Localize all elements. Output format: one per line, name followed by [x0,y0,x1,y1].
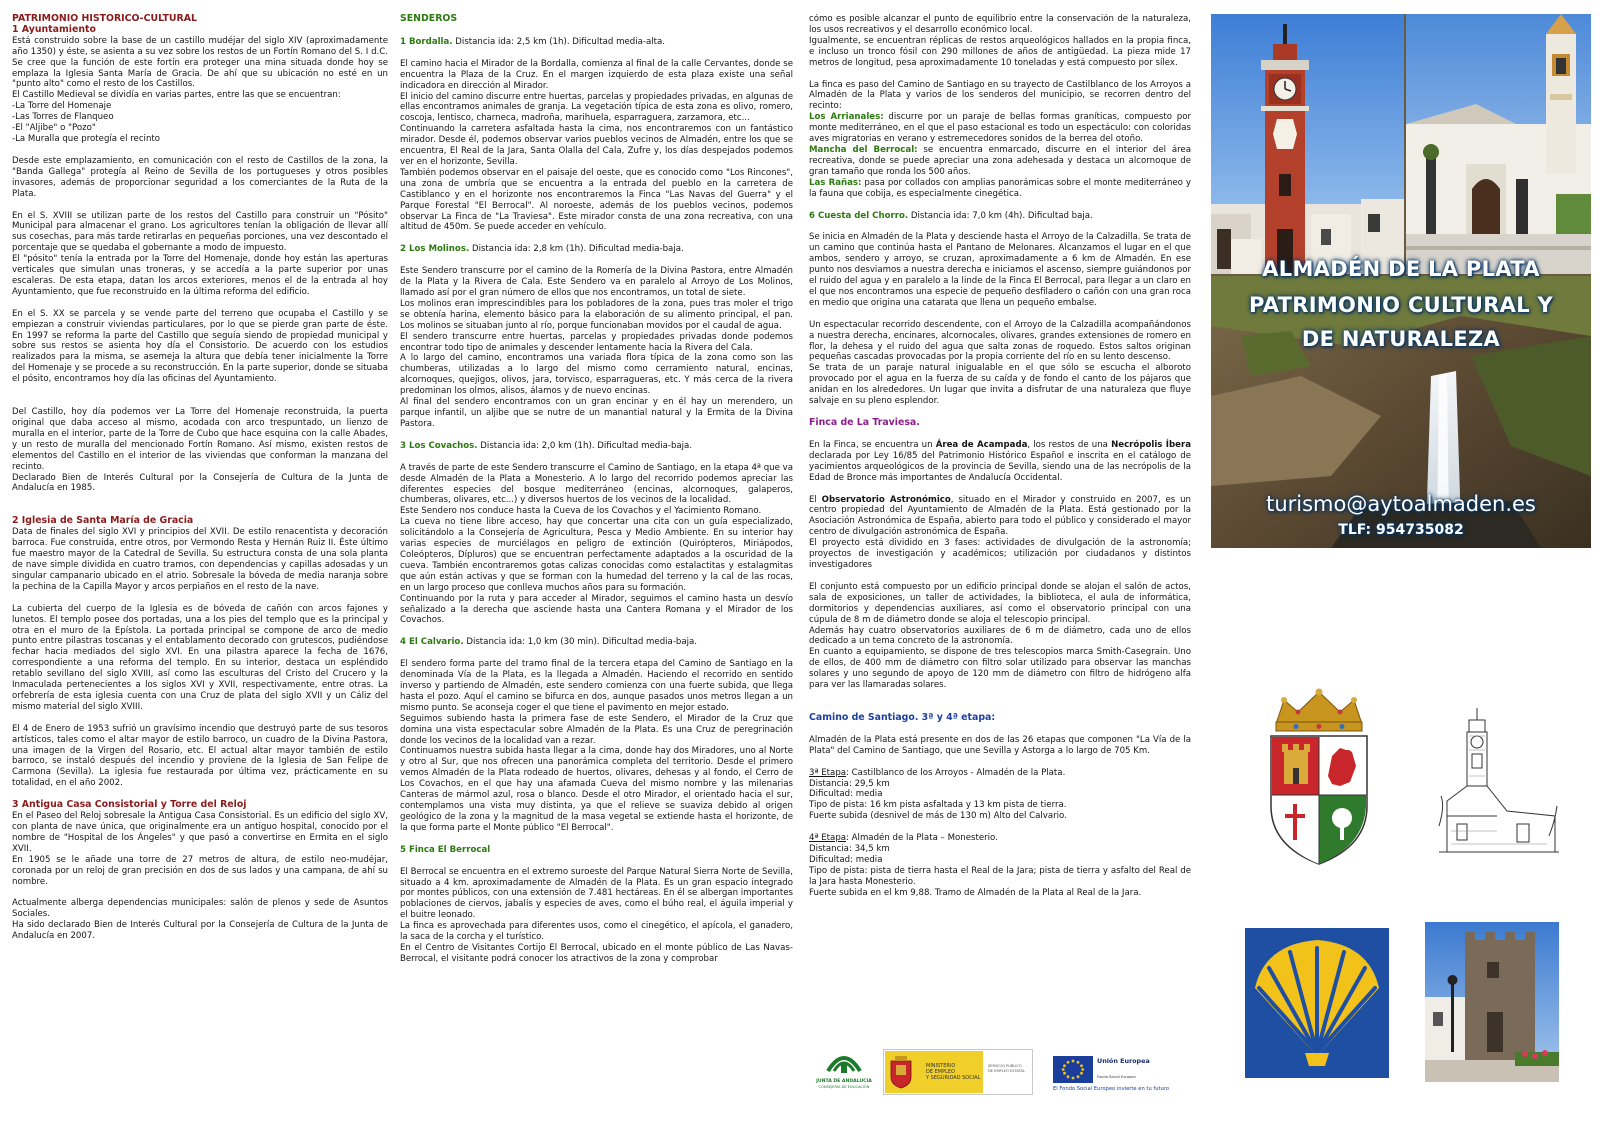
heading-camino-santiago: Camino de Santiago. 3ª y 4ª etapa: [809,711,996,723]
paragraph: El conjunto está compuesto por un edificio principal donde se alojan el salón de actos, sala de exposiciones, un taller de actividades, la biblioteca, el aula de informática, dormitorios y dependencias auxiliares, así como el observatorio principal con una cúpula de 8 m de diámetro donde se aloja el telescopio principal. [809,581,1191,625]
paragraph-traviesa [809,440,1191,484]
text: En la Finca, se encuentra un [809,439,936,450]
poster-phone: TLF: 954735082 [1338,522,1464,538]
text-bold: Área de Acampada [935,439,1028,450]
paragraph: Ha sido declarado Bien de Interés Cultural por la Consejería de Cultura de la Junta de Andalucía en 2007. [12,920,388,942]
poster-title-line1: ALMADÉN DE LA PLATA [1262,257,1540,281]
trail-text: discurre por un paraje de bellas formas graníticas, compuesto por monte mediterráneo, en el que el paso estacional es todo un espectáculo: con coloridas aves migratorias en verano y estremecedores sonidos de la berrea del otoño. [809,112,1191,145]
junta-emblem-icon [822,1051,866,1075]
junta-andalucia-logo [815,1051,873,1093]
text: declarada por Ley 16/85 del Patrimonio Histórico Español e inscrita en el catálogo de yacimientos arqueológicos de la provincia de Sevilla, siendo una de las necrópolis de la Edad de Bronce más importantes de Andalucía Occidental. [809,450,1191,483]
paragraph: También podemos observar en el paisaje del oeste, que es conocido como "Los Rincones", una zona de umbría que se encuentra a la entrada del pueblo en la carretera de Castiblanco y en el horizonte nos encontraremos la Finca "Las Navas del Guerra" y el Parque Forestal "El Berrocal". Al noroeste, además de los pueblos vecinos, podemos observar La Finca de "La Traviesa". Este mirador consta de una zona recreativa, con una altitud de 450m. Se puede acceder en vehículo. [400,167,793,233]
paragraph: En el S. XX se parcela y se vende parte del terreno que ocupaba el Castillo y se empiezan a construir viviendas particulares, por lo que se pierde gran parte de éste. En 1997 se reforma la parte del Castillo que seguía siendo de propiedad municipal y sobre sus restos se asienta hoy día el Consistorio. De acuerdo con los estudios realizados para la misma, se asemeja la altura que debía tener inicialmente la Torre del Homenaje y se procede a su reconstrucción. En la parte superior, donde se situaba el pósito, encontramos hoy día las oficinas del Ayuntamiento. [12,308,388,385]
list-item: -La Torre del Homenaje [12,101,112,112]
route-info: Distancia ida: 2,8 km (1h). Dificultad media-baja. [469,244,684,255]
heading-traviesa: Finca de La Traviesa. [809,417,920,428]
ministerio-line1: MINISTERIO [926,1063,956,1069]
paragraph: En el Paseo del Reloj sobresale la Antigua Casa Consistorial. Es un edificio del siglo XV, con planta de nave única, que originalmente era un antiguo hospital, conocido por el nombre de "Hospital de los Ángeles" y que pasó a convertirse en Ermita en el siglo XVII. [12,811,388,854]
paragraph: En el Centro de Visitantes Cortijo El Berrocal, ubicado en el monte público de Las Navas-Berrocal, el visitante podrá conocer los atractivos de la zona y comprobar [400,942,793,964]
junta-name: JUNTA DE ANDALUCIA [816,1079,872,1084]
trail-text: pasa por collados con amplias panorámicas sobre el monte mediterráneo y la fauna que cobija, es especialmente cinegética. [809,177,1191,199]
clock-tower-photo [1211,14,1404,274]
paragraph: Declarado Bien de Interés Cultural por la Consejería de Cultura de la Junta de Andalucía en 1985. [12,472,388,494]
tower-sketch-image [1437,706,1561,854]
list-item: -La Muralla que protegía el recinto [12,133,161,144]
paragraph: La cueva no tiene libre acceso, hay que concertar una cita con un guía especializado, solicitándolo a la Consejería de Agricultura, Pesca y Medio Ambiente. En su interior hay varias especies de murciélagos en peligro de extinción (Quirópteros, Miriápodos, Coleópteros, Dípluros) que se encuentran perfectamente adaptados a la oscuridad de la cueva. También encontraremos gotas calizas conocidas como estalactitas y estalagmitas que aún están activas y que se forman con la humedad del terreno y la cal de las rocas, en un largo proceso que conlleva muchos años para su formación. [400,517,793,593]
trail-arrianales [809,112,1191,145]
route-info: Distancia ida: 7,0 km (4h). Dificultad baja. [908,210,1093,221]
text-bold: Necrópolis Íbera [1111,439,1191,450]
eu-flag-icon [1053,1056,1093,1083]
scallop-shell-image [1245,928,1389,1078]
stage-detail: Dificultad: media [809,789,883,800]
cover-poster [1211,14,1591,548]
paragraph: En el S. XVIII se utilizan parte de los restos del Castillo para construir un "Pósito" Municipal para almacenar el grano. Los agricultores tenían la obligación de llevar allí sus cosechas, para más tarde retirarlas en pequeñas porciones, una vez descontado el porcentaje que se quedaba el gobernante a modo de impuesto. [12,210,388,254]
ministerio-line2: DE EMPLEO [926,1069,955,1075]
eu-motto: El Fondo Social Europeo invierte en tu futuro [1053,1086,1170,1092]
stage-detail: Distancia: 34,5 km [809,844,890,855]
route-info: Distancia ida: 2,0 km (1h). Dificultad media-baja. [477,440,693,451]
poster-email[interactable]: turismo@aytoalmaden.es [1266,492,1536,516]
paragraph: Del Castillo, hoy día podemos ver La Torre del Homenaje reconstruida, la puerta original que daba acceso al mismo, acodada con arco trespuntado, un lienzo de muralla en el interior, parte de la Torre de Cubo que hace esquina con la calle Abades, y un resto de muralla del mencionado Fortín Romano. Así mismo, existen restos de elementos del Castillo en el interior de las viviendas que conforman la manzana del recinto. [12,407,388,472]
route-heading-covachos [400,441,793,452]
junta-consejeria: CONSEJERÍA DE EDUCACIÓN [818,1085,870,1089]
route-info: Distancia ida: 2,5 km (1h). Dificultad media-alta. [452,36,665,47]
church-photo [1406,14,1591,274]
paragraph: A lo largo del camino, encontramos una variada flora típica de la zona como son las chumberas, utilizadas a lo largo del mismo como cerramiento natural, encinas, alcornoques, quejigos, olivos, jara, torvisco, esparragueras, etc. Y más cerca de la rivera predominan los olmos, alisos, álamos y de nuevo encinas. [400,353,793,397]
paragraph: El sendero forma parte del tramo final de la tercera etapa del Camino de Santiago en la denominada Vía de la Plata, es la llegada a Almadén. Haciendo el recorrido en sentido inverso y partiendo de Almadén, este sendero comienza con una fuerte subida, que llega hasta el pozo. Aquí el camino se bifurca en dos, aunque pasados unos metros llegan a un mismo punto. Se aconseja coger el que tiene el pavimento en mejor estado. [400,659,793,713]
paragraph: El inicio del camino discurre entre huertas, parcelas y propiedades privadas, en algunas de ellas encontramos animales de granja. La vegetación típica de esta zona es olivo, romero, coscoja, lentisco, charneca, madroña, marihuela, esparraguera, zarzamora, etc... [400,91,793,124]
heading-iglesia: 2 Iglesia de Santa María de Gracia [12,515,194,527]
stage-detail: Distancia: 29,5 km [809,778,890,789]
stage-detail: Dificultad: media [809,855,883,865]
column-naturaleza [809,14,1191,1126]
spain-shield-icon [888,1055,914,1089]
paragraph: Además hay cuatro observatorios auxiliares de 6 m de diámetro, cada uno de ellos dedicado a un tema concreto de la astronomía. [809,625,1191,647]
sepe-line1: SERVICIO PÚBLICO [988,1064,1022,1068]
stage-3-heading [809,768,1191,779]
paragraph: Un espectacular recorrido descendente, con el Arroyo de la Calzadilla acompañándonos a nuestra derecha, encinares, alcornocales, olivares, grandes extensiones de romero en flor, la dehesa y el ruido del agua que salta zonas de roquedo. Estos saltos originan pequeñas cascadas provocadas por la propia corriente del río en su lento descenso. [809,319,1191,363]
paragraph: Data de finales del siglo XVI y principios del XVII. De estilo renacentista y decoración barroca. Fue construida, entre otros, por Vermondo Resta y Hernán Ruiz II. Éste último fue maestro mayor de la Catedral de Sevilla. Su estructura consta de una sola planta de nave simple dividida en cuatro tramos, con dependencias y capillas adosadas y un singular campanario ubicado en el atrio. Sobresale la bóveda de media naranja sobre la pechina de la Capilla Mayor y arcos perpiaños en el resto de la nave. [12,527,388,592]
text: El [809,494,822,505]
union-europea-logo [1051,1051,1187,1095]
paragraph: El Berrocal se encuentra en el extremo suroeste del Parque Natural Sierra Norte de Sevilla, situado a 4 km. aproximadamente de Almadén de la Plata. Es un gran espacio integrado por montes públicos, con una extensión de 7.481 hectáreas. En él se albergan importantes poblaciones de ciervos, jabalís y especies de aves, como el búho real, el águila imperial y el buitre leonado. [400,866,793,921]
list-item: -El "Aljibe" o "Pozo" [12,123,96,134]
paragraph: Igualmente, se encuentran réplicas de restos arqueológicos hallados en la propia finca, e incluso un tronco fósil con 290 millones de años de antigüedad. La pieza mide 17 metros de longitud, pesa aproximadamente 10 toneladas y está compuesto por sílex. [809,35,1191,68]
paragraph: El Castillo Medieval se dividía en varias partes, entre las que se encuentran: [12,90,341,101]
paragraph: Los molinos eran imprescindibles para los pobladores de la zona, pues tras moler el trigo se obtenía harina, elemento básico para la elaboración de su alimento principal, el pan. Los molinos se situaban junto al río, porque funcionaban movidos por el caudal de agua. [400,298,793,331]
stage-label: 3ª Etapa [809,767,847,778]
paragraph: Actualmente alberga dependencias municipales: salón de plenos y sede de Asuntos Sociales. [12,898,388,920]
route-name: 6 Cuesta del Chorro. [809,210,909,221]
stage-4-heading [809,833,1191,844]
stage-detail: Tipo de pista: pista de tierra hasta el Real de la Jara; pista de tierra y asfalto del Real de la Jara hasta Monesterio. [809,865,1191,887]
paragraph: Este Sendero transcurre por el camino de la Romería de la Divina Pastora, entre Almadén de la Plata y la Rivera de Cala. Este Sendero va en paralelo al Arroyo de Los Molinos, llamado así por el gran número de ellos que nos encontramos, un total de siete. [400,266,793,299]
stage-route: : Almadén de la Plata – Monesterio. [846,833,998,844]
paragraph-observatorio [809,495,1191,539]
trail-ranas [809,178,1191,200]
section-title-senderos: SENDEROS [400,14,458,24]
stage-detail: Fuerte subida (desnivel de más de 130 m) Alto del Calvario. [809,811,1067,822]
sepe-line2: DE EMPLEO ESTATAL [988,1069,1025,1073]
route-heading-chorro [809,211,1191,222]
text: , los restos de una [1027,439,1112,450]
paragraph: Continuando la carretera asfaltada hasta la cima, nos encontraremos con un fantástico mirador. Desde él, podemos observar varios pueblos vecinos de Almadén, entre los que se encuentra, El Real de la Jara, Santa Olalla del Cala, Zufre y, los días despejados podemos ver en el horizonte, Sevilla. [400,124,793,167]
poster-title-line3: DE NATURALEZA [1301,327,1501,351]
column-senderos [400,14,793,1126]
paragraph: El sendero transcurre entre huertas, parcelas y propiedades privadas donde podemos encontrar todo tipo de animales y descender lentamente hacia la Rivera del Cala. [400,331,793,353]
trail-text: se encuentra enmarcado, discurre en el interior del área recreativa, donde se puede apreciar una zona adehesada y destaca un alcornoque de gran tamaño que ronda los 500 años. [809,144,1191,177]
route-info: Distancia ida: 1,0 km (30 min). Dificultad media-baja. [463,637,698,648]
stage-detail: Tipo de pista: 16 km pista asfaltada y 13 km pista de tierra. [809,800,1067,811]
paragraph: La finca es paso del Camino de Santiago en su trayecto de Castilblanco de los Arroyos a Almadén de la Plata y varios de los senderos del municipio, se recorren dentro del recinto: [809,79,1191,112]
stage-detail: Fuerte subida en el km 9,88. Tramo de Almadén de la Plata al Real de la Jara. [809,887,1142,898]
paragraph: Al final del sendero encontramos con un gran encinar y en él hay un merendero, un parque infantil, un aljibe que se nutre de un manantial natural y la Ermita de la Divina Pastora. [400,397,793,429]
paragraph: El proyecto está dividido en 3 fases: actividades de divulgación de la astronomía; proyectos de investigación y académicos; utilización por ciudadanos y distintos investigadores [809,538,1191,570]
stage-label: 4ª Etapa [809,833,847,844]
paragraph: Este Sendero nos conduce hasta la Cueva de los Covachos y el Yacimiento Romano. [400,506,762,517]
eu-title: Unión Europea [1097,1057,1150,1065]
trail-name: Los Arrianales: [809,112,884,123]
route-heading-calvario [400,637,793,648]
column-patrimonio [12,14,388,1126]
eu-fund: Fondo Social Europeo [1097,1075,1136,1079]
paragraph: Está construido sobre la base de un castillo mudéjar del siglo XIV (aproximadamente año 1350) y éste, se asienta a su vez sobre los restos de un Fortín Romano del S. I d.C. Se cree que la función de este fortín era proteger una mina situada donde hoy se emplaza la Iglesia Santa María de Gracia. De ahí que su ubicación no esté en un "punto alto" como el resto de los Castillos. [12,35,388,90]
route-heading-molinos [400,244,793,255]
route-heading-berrocal: 5 Finca El Berrocal [400,844,491,855]
stage-route: : Castilblanco de los Arroyos - Almadén de la Plata. [846,767,1066,778]
paragraph: En cuanto a equipamiento, se dispone de tres telescopios marca Smith-Casegrain. Uno de ellos, de 400 mm de diámetro con filtro solar utilizado para observar las manchas solares y uno segundo de apoyo de 120 mm de diámetro con filtro de hidrógeno alfa para ver las llamaradas solares. [809,647,1191,691]
ministerio-line3: Y SEGURIDAD SOCIAL [926,1075,981,1081]
ministerio-empleo-logo [883,1049,1033,1095]
paragraph: La finca es aprovechada para diferentes usos, como el cinegético, el apícola, el ganadero, la saca de la corcha y el turístico. [400,921,793,943]
coat-of-arms-image [1262,686,1376,868]
heading-casa-consistorial: 3 Antigua Casa Consistorial y Torre del Reloj [12,799,247,811]
paragraph: A través de parte de este Sendero transcurre el Camino de Santiago, en la etapa 4ª que va desde Almadén de la Plata a Monesterio. A lo largo del recorrido podemos apreciar las diferentes especies del bosque mediterráneo (encinas, alcornoques, galaperos, chumberas, olivares, etc...) y diversos huertos de los vecinos de la localidad. [400,462,793,506]
castle-tower-photo [1425,922,1559,1082]
paragraph: En 1905 se le añade una torre de 27 metros de altura, de estilo neo-mudéjar, coronada por un reloj de gran precisión en dos de sus lados y una campana, de ahí su nombre. [12,854,388,887]
paragraph: Seguimos subiendo hasta la primera fase de este Sendero, el Mirador de la Cruz que domina una vista espectacular sobre Almadén de la Plata. Es una Cruz de peregrinación donde los vecinos de la localidad van a rezar. [400,713,793,746]
route-name: 1 Bordalla. [400,36,453,47]
poster-title-line2: PATRIMONIO CULTURAL Y [1248,293,1554,317]
paragraph: La cubierta del cuerpo de la Iglesia es de bóveda de cañón con arcos fajones y lunetos. El templo posee dos portadas, una a los pies del templo que es la principal y otra en el muro de la Epístola. La portada principal se compone de arco de medio punto entre pilastras toscanas y el entablamento decorado con grutescos, pudiéndose fechar hacia mediados del siglo XVI. En una pilastra aparece la fecha de 1676, correspondiente a una reforma del templo. En su interior, destaca un espléndido retablo sevillano del siglo XVIII, así como las esculturas del Cristo del Crucero y la Inmaculada pertenecientes a los siglos XVI y XVII, respectivamente, entre otras. La orfebrería de esta iglesia cuenta con una Cruz de plata del siglo XVII y un Cáliz del mismo material del siglo XVIII. [12,603,388,712]
route-name: 4 El Calvario. [400,637,464,648]
section-title-patrimonio: PATRIMONIO HISTÓRICO-CULTURAL [12,14,197,24]
paragraph: Almadén de la Plata está presente en dos de las 26 etapas que componen "La Vía de la Plata" del Camino de Santiago, que une Sevilla y Astorga a lo largo de 705 Km. [809,734,1191,756]
paragraph: Desde este emplazamiento, en comunicación con el resto de Castillos de la zona, la "Banda Gallega" protegía al Reino de Sevilla de los portugueses y otros posibles invasores, además de proporcionar seguridad a los comerciantes de la Ruta de la Plata. [12,155,388,199]
heading-ayuntamiento: 1 Ayuntamiento [12,23,96,35]
paragraph: Continuando por la ruta y para acceder al Mirador, seguimos el camino hasta un desvío señalizado a la derecha que asciende hasta una Cantera Romana y el Mirador de los Covachos. [400,593,793,626]
paragraph: Se trata de un paraje natural inigualable en el que sólo se escucha el alboroto provocado por el agua en la fuerza de su caída y de fondo el canto de los pájaros que anidan en los alrededores. Un lugar que invita a disfrutar de una naturaleza que fluye salvaje en su pleno esplendor. [809,363,1191,407]
trail-name: Las Rañas: [809,177,862,188]
route-name: 2 Los Molinos. [400,244,470,255]
paragraph: El camino hacia el Mirador de la Bordalla, comienza al final de la calle Cervantes, donde se encuentra la Plaza de la Cruz. En el margen izquierdo de esta plaza existe una señal indicadora en dirección al Mirador. [400,58,793,91]
route-name: 3 Los Covachos. [400,440,478,451]
paragraph: El "pósito" tenía la entrada por la Torre del Homenaje, donde hoy están las aperturas verticales que simulan unas troneras, y se accedía a la parte superior por unas escaleras. De esta etapa, datan los arcos exteriores, menos el de la entrada al hoy Ayuntamiento, que fue reconstruido en la última reforma del edificio. [12,254,388,297]
trail-name: Mancha del Berrocal: [809,144,918,155]
paragraph: Se inicia en Almadén de la Plata y desciende hasta el Arroyo de la Calzadilla. Se trata de un camino que continúa hasta el Pantano de Melonares. Alcanzamos el lugar en el que ambos, sendero y arroyo, se cruzan, aproximadamente a 6 km de Almadén. En ese punto nos desviamos a nuestra derecha e iniciamos el ascenso, siempre guiándonos por el ruido del agua y en paralelo a la linde de la Finca El Berrocal, para llegar a un claro en el que nos encontramos una especie de pequeño desfiladero o cañón con una gran roca en medio que origina una catarata que llena un pequeño embalse. [809,232,1191,308]
paragraph: Continuamos nuestra subida hasta llegar a la cima, donde hay dos Miradores, uno al Norte y otro al Sur, que nos ofrecen una panorámica completa del territorio. Desde el primero vemos Almadén de la Plata rodeado de huertos, olivares, dehesas y al fondo, el Cerro de Los Covachos, en el que hay una afamada Cueva del mismo nombre y las milenarias Canteras de mármol azul, rosa o blanco. Desde el otro Mirador, el orientado hacia el sur, contemplamos una vista muy distinta, ya que el relieve se suaviza debido al origen geológico de la zona y la magnitud de la masa vegetal se extiende hasta el horizonte, de la que forma parte el Monte público "El Berrocal". [400,746,793,833]
list-item: -Las Torres de Flanqueo [12,112,114,123]
route-heading-bordalla [400,37,793,48]
trail-mancha [809,145,1191,178]
paragraph: El 4 de Enero de 1953 sufrió un gravísimo incendio que destruyó parte de sus tesoros artísticos, tales como el altar mayor de estilo barroco, un cuadro de la Divina Pastora, una imagen de la Virgen del Rosario, etc. El actual altar mayor también de estilo barroco, se instaló después del incendio y proviene de la Iglesia de San Felipe de Carmona (Sevilla). La iglesia fue restaurada por última vez, prácticamente en su totalidad, en el año 2002. [12,723,388,789]
text-bold: Observatorio Astronómico [821,494,951,505]
paragraph: cómo es posible alcanzar el punto de equilibrio entre la conservación de la naturaleza, los usos recreativos y el desarrollo económico local. [809,14,1191,35]
text: , situado en el Mirador y construido en 2007, es un centro propiedad del Ayuntamiento de Almadén de la Plata. Está gestionado por la Asociación Astronómica de España, abierto para todo el público y considerado el mayor centro de divulgación astronómica de España. [809,494,1191,538]
